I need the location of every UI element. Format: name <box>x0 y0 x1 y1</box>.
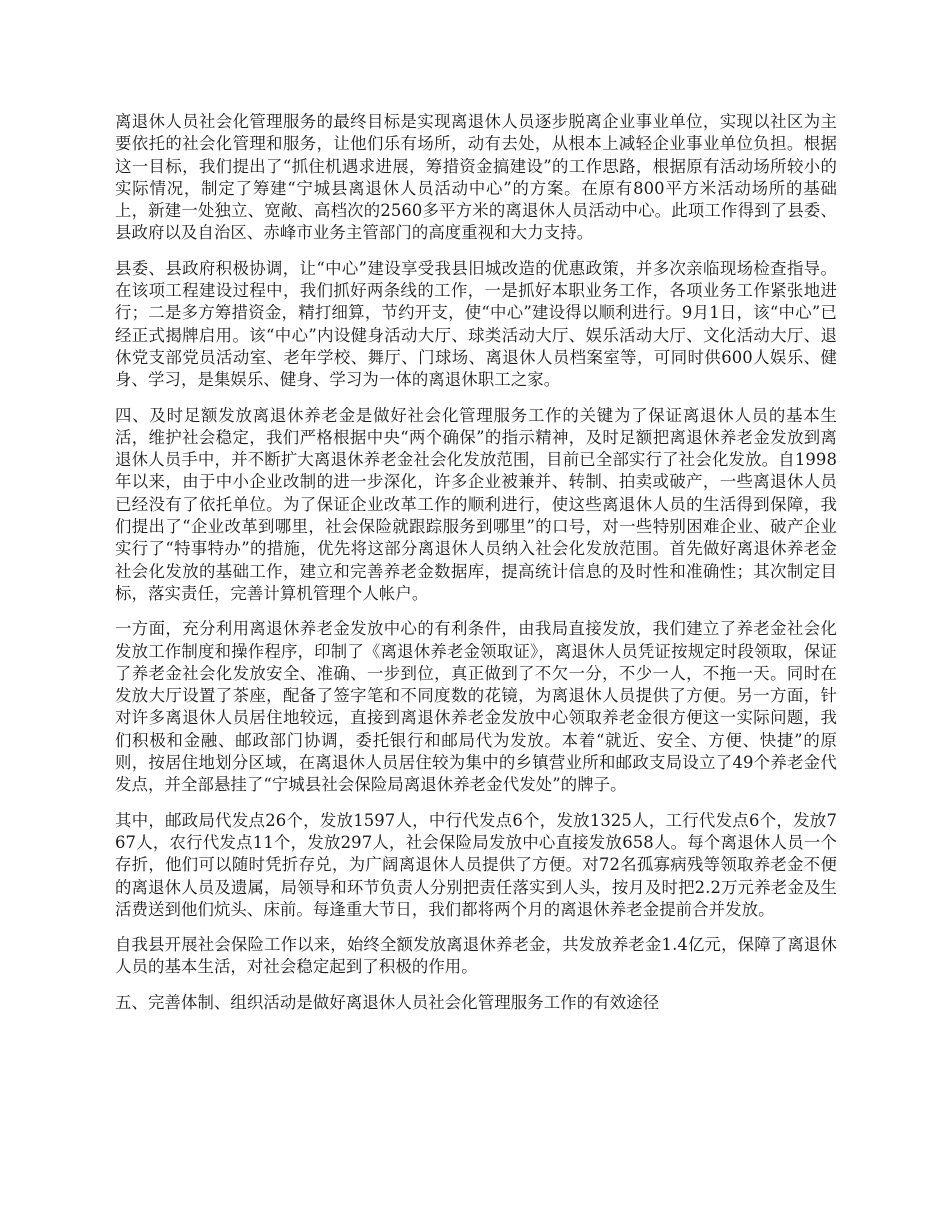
section-heading-five: 五、完善体制、组织活动是做好离退休人员社会化管理服务工作的有效途径 <box>115 992 660 1012</box>
document-body <box>115 111 837 1014</box>
paragraph-pension-payment: 四、及时足额发放离退休养老金是做好社会化管理服务工作的关键为了保证离退休人员的基本生活，维护社会稳定，我们严格根据中央“两个确保”的指示精神，及时足额把离退休养老金发放到离退休人员手中，并不断扩大离退休养老金社会化发放范围，目前已全部实行了社会化发放。自1998年以来，由于中小企业改制的进一步深化，许多企业被兼并、转制、拍卖或破产，一些离退休人员已经没有了依托单位。为了保证企业改革工作的顺利进行，使这些离退休人员的生活得到保障，我们提出了“企业改革到哪里，社会保险就跟踪服务到哪里”的口号，对一些特别困难企业、破产企业实行了“特事特办”的措施，优先将这部分离退休人员纳入社会化发放范围。首先做好离退休养老金社会化发放的基础工作，建立和完善养老金数据库，提高统计信息的及时性和准确性；其次制定目标，落实责任，完善计算机管理个人帐户。 <box>115 405 837 603</box>
paragraph-center-construction: 县委、县政府积极协调，让“中心”建设享受我县旧城改造的优惠政策，并多次亲临现场检查指导。在该项工程建设过程中，我们抓好两条线的工作，一是抓好本职业务工作，各项业务工作紧张地进行；二是多方筹措资金，精打细算，节约开支，使“中心”建设得以顺利进行。9月1日，该“中心”已经正式揭牌启用。该“中心”内设健身活动大厅、球类活动大厅、娱乐活动大厅、文化活动大厅、退休党支部党员活动室、老年学校、舞厅、门球场、离退休人员档案室等，可同时供600人娱乐、健身、学习，是集娱乐、健身、学习为一体的离退休职工之家。 <box>115 258 837 390</box>
paragraph-pension-total: 自我县开展社会保险工作以来，始终全额发放离退休养老金，共发放养老金1.4亿元，保障了离退休人员的基本生活，对社会稳定起到了积极的作用。 <box>115 935 837 977</box>
paragraph-direct-distribution: 一方面，充分利用离退休养老金发放中心的有利条件，由我局直接发放，我们建立了养老金社会化发放工作制度和操作程序，印制了《离退休养老金领取证》，离退休人员凭证按规定时段领取，保证了养老金社会化发放安全、准确、一步到位，真正做到了不欠一分，不少一人，不拖一天。同时在发放大厅设置了茶座，配备了签字笔和不同度数的花镜，为离退休人员提供了方便。另一方面，针对许多离退休人员居住地较远，直接到离退休养老金发放中心领取养老金很方便这一实际问题，我们积极和金融、邮政部门协调，委托银行和邮局代为发放。本着“就近、安全、方便、快捷”的原则，按居住地划分区域，在离退休人员居住较为集中的乡镇营业所和邮政支局设立了49个养老金代发点，并全部悬挂了“宁城县社会保险局离退休养老金代发处”的牌子。 <box>115 619 837 795</box>
paragraph-distribution-points: 其中，邮政局代发点26个，发放1597人，中行代发点6个，发放1325人，工行代发点6个，发放767人，农行代发点11个，发放297人，社会保险局发放中心直接发放658人。每个离退休人员一个存折，他们可以随时凭折存兑，为广阔离退休人员提供了方便。对72名孤寡病残等领取养老金不便的离退休人员及遗属，局领导和环节负责人分别把责任落实到人头，按月及时把2.2万元养老金及生活费送到他们炕头、床前。每逢重大节日，我们都将两个月的离退休养老金提前合并发放。 <box>115 810 837 919</box>
paragraph-activity-center-goal: 离退休人员社会化管理服务的最终目标是实现离退休人员逐步脱离企业事业单位，实现以社区为主要依托的社会化管理和服务，让他们乐有场所，动有去处，从根本上减轻企业事业单位负担。根据这一目标，我们提出了“抓住机遇求进展，筹措资金搞建设”的工作思路，根据原有活动场所较小的实际情况，制定了筹建“宁城县离退休人员活动中心”的方案。在原有800平方米活动场所的基础上，新建一处独立、宽敞、高档次的2560多平方米的离退休人员活动中心。此项工作得到了县委、县政府以及自治区、赤峰市业务主管部门的高度重视和大力支持。 <box>115 112 837 243</box>
